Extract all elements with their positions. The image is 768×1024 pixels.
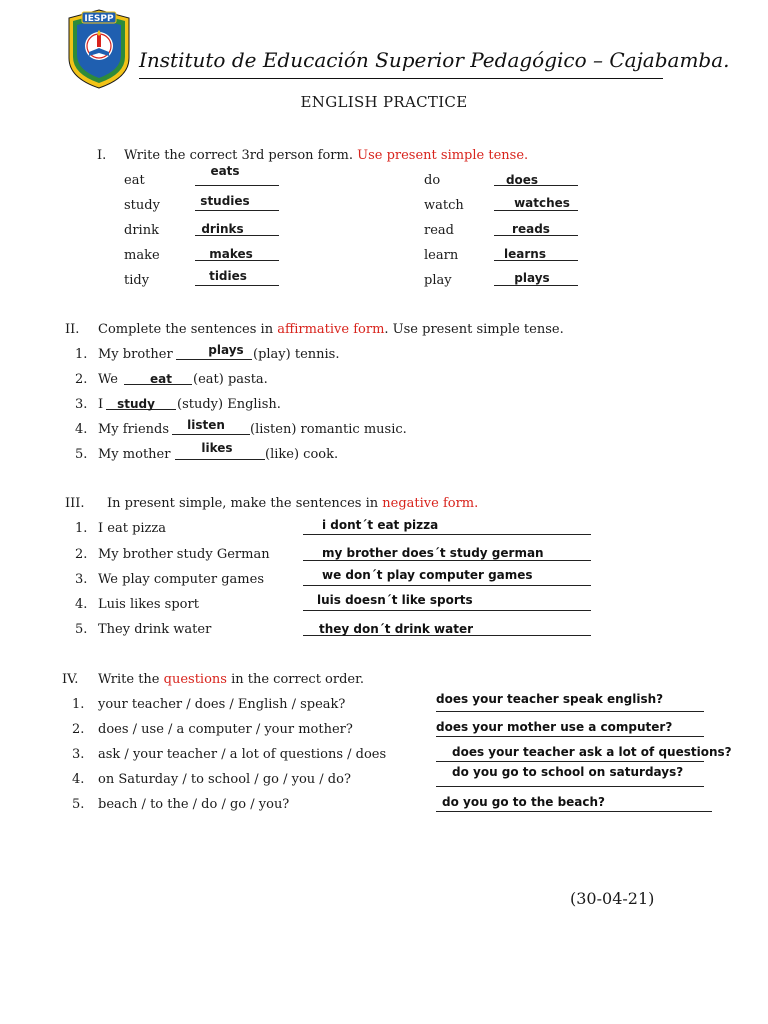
answer-text: does [505,173,539,187]
worksheet-date: (30-04-21) [570,889,655,908]
verb-label: drink [124,223,159,238]
word-order-prompt: does / use / a computer / your mother? [98,722,353,737]
answer-text: plays [514,271,550,285]
item-number: 1. [72,697,85,712]
section-3-numeral: III. [65,496,85,511]
section-4-instruction-pre: Write the [98,672,160,687]
sentence-prompt: My brother study German [98,547,270,562]
sentence-prompt: I eat pizza [98,521,166,536]
item-number: 4. [75,422,88,437]
item-number: 5. [72,797,85,812]
verb-label: read [424,223,454,238]
sentence-start: We [98,372,118,387]
item-number: 3. [72,747,85,762]
item-number: 3. [75,572,88,587]
item-number: 4. [72,772,85,787]
word-order-prompt: beach / to the / do / go / you? [98,797,290,812]
verb-label: do [424,173,441,188]
word-order-prompt: on Saturday / to school / go / you / do? [98,772,351,787]
section-2-instruction-post: . Use present simple tense. [384,322,564,337]
answer-text: eats [210,164,240,178]
sentence-start: My brother [98,347,173,362]
verb-label: play [424,273,452,288]
section-1-instruction [124,148,528,163]
verb-label: learn [424,248,459,263]
answer-text: studies [200,194,250,208]
section-1-numeral: I. [97,148,107,163]
sentence-prompt: They drink water [98,622,212,637]
section-2-numeral: II. [65,322,80,337]
sentence-end: (listen) romantic music. [250,422,407,437]
item-number: 3. [75,397,88,412]
answer-text: my brother does´t study german [322,546,544,560]
sentence-prompt: Luis likes sport [98,597,199,612]
answer-blank[interactable] [175,459,265,460]
answer-text: we don´t play computer games [322,568,533,582]
answer-blank[interactable] [176,359,252,360]
word-order-prompt: your teacher / does / English / speak? [98,697,346,712]
answer-blank[interactable] [195,285,279,286]
section-3-instruction-pre: In present simple, make the sentences in [107,496,379,511]
verb-label: make [124,248,160,263]
answer-blank[interactable] [195,210,279,211]
sentence-prompt: We play computer games [98,572,264,587]
answer-blank[interactable] [303,610,591,611]
answer-text: watches [514,196,570,210]
section-1-instruction-highlight: Use present simple tense. [357,148,529,163]
verb-label: eat [124,173,145,188]
answer-text: do you go to school on saturdays? [452,765,684,779]
answer-blank[interactable] [436,711,704,712]
answer-blank[interactable] [303,585,591,586]
answer-text: does your mother use a computer? [436,720,673,734]
answer-text: luis doesn´t like sports [317,593,473,607]
institution-logo [66,8,132,90]
word-order-prompt: ask / your teacher / a lot of questions / does [98,747,387,762]
answer-text: drinks [201,222,244,236]
document-title: ENGLISH PRACTICE [300,93,468,111]
section-4-instruction-highlight: questions [163,672,227,687]
sentence-end: (like) cook. [265,447,339,462]
section-4-instruction-post: in the correct order. [231,672,365,687]
answer-text: listen [187,418,225,432]
answer-text: i dont´t eat pizza [322,518,439,532]
item-number: 2. [72,722,85,737]
item-number: 5. [75,447,88,462]
sentence-start: My friends [98,422,170,437]
item-number: 1. [75,521,88,536]
section-3-instruction [107,496,478,511]
section-2-instruction-pre: Complete the sentences in [98,322,274,337]
verb-label: tidy [124,273,150,288]
answer-blank[interactable] [494,210,578,211]
answer-text: eat [150,372,172,386]
sentence-start: I [98,397,104,412]
answer-text: plays [208,343,244,357]
section-3-instruction-highlight: negative form. [382,496,479,511]
logo-text: IESPP [84,14,114,24]
answer-blank[interactable] [436,811,712,812]
answer-blank[interactable] [494,285,578,286]
answer-blank[interactable] [436,736,704,737]
sentence-start: My mother [98,447,171,462]
answer-blank[interactable] [303,560,591,561]
answer-text: do you go to the beach? [442,795,606,809]
answer-text: does your teacher speak english? [436,692,664,706]
answer-blank[interactable] [436,761,704,762]
section-1-instruction-text: Write the correct 3rd person form. [124,148,353,163]
verb-label: study [124,198,160,213]
section-2-instruction [98,322,564,337]
answer-text: reads [512,222,550,236]
item-number: 2. [75,547,88,562]
item-number: 5. [75,622,88,637]
answer-text: tidies [209,269,247,283]
answer-text: makes [209,247,253,261]
answer-blank[interactable] [195,185,279,186]
section-4-instruction [98,672,364,687]
sentence-end: (eat) pasta. [193,372,268,387]
answer-text: learns [504,247,546,261]
sentence-end: (study) English. [177,397,281,412]
answer-blank[interactable] [303,534,591,535]
item-number: 2. [75,372,88,387]
sentence-end: (play) tennis. [253,347,340,362]
answer-text: they don´t drink water [319,622,474,636]
institution-title: Instituto de Educación Superior Pedagógico – Cajabamba. [139,48,730,72]
answer-blank[interactable] [436,786,704,787]
verb-label: watch [424,198,464,213]
answer-text: does your teacher ask a lot of questions? [452,745,732,759]
section-2-instruction-highlight: affirmative form [277,322,385,337]
item-number: 1. [75,347,88,362]
item-number: 4. [75,597,88,612]
answer-text: likes [201,441,233,455]
answer-blank[interactable] [172,434,250,435]
answer-text: study [117,397,155,411]
section-4-numeral: IV. [62,672,79,687]
header-divider [139,78,663,79]
